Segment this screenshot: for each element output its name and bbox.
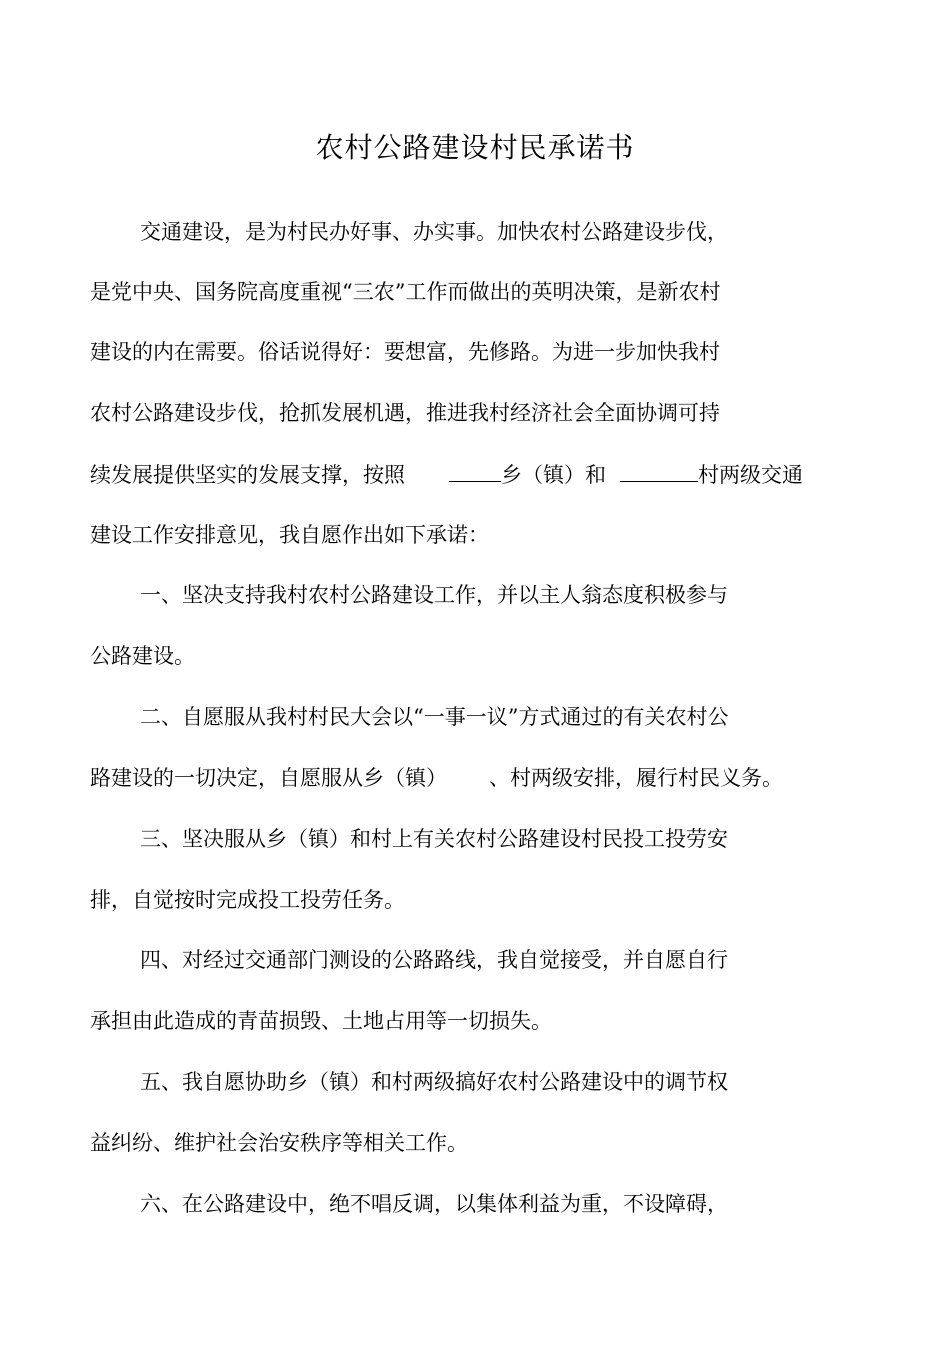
- paragraph-line: 四、对经过交通部门测设的公路路线，我自觉接受，并自愿自行: [140, 948, 728, 972]
- paragraph-line: 是党中央、国务院高度重视“三农”工作而做出的英明决策，是新农村: [90, 280, 721, 304]
- paragraph-line: 公路建设。: [90, 644, 195, 668]
- paragraph-line: 三、坚决服从乡（镇）和村上有关农村公路建设村民投工投劳安: [140, 827, 728, 851]
- paragraph-line: 一、坚决支持我村农村公路建设工作，并以主人翁态度积极参与: [140, 583, 728, 607]
- village-blank: [620, 459, 698, 482]
- paragraph-line: 益纠纷、维护社会治安秩序等相关工作。: [90, 1131, 468, 1155]
- township-blank: [449, 459, 501, 482]
- paragraph-line-with-gap: [90, 763, 783, 793]
- paragraph-line: 建设工作安排意见，我自愿作出如下承诺：: [90, 523, 489, 547]
- paragraph-line-with-blanks: [90, 459, 803, 490]
- paragraph-line: 农村公路建设步伐，抢抓发展机遇，推进我村经济社会全面协调可持: [90, 401, 720, 425]
- text-segment: 村两级交通: [698, 463, 803, 487]
- paragraph-line: 交通建设，是为村民办好事、办实事。加快农村公路建设步伐，: [140, 220, 728, 244]
- paragraph-line: 承担由此造成的青苗损毁、土地占用等一切损失。: [90, 1009, 552, 1033]
- paragraph-line: 五、我自愿协助乡（镇）和村两级搞好农村公路建设中的调节权: [140, 1070, 728, 1094]
- text-segment: 、村两级安排，履行村民义务。: [489, 766, 783, 790]
- paragraph-line: 建设的内在需要。俗话说得好：要想富，先修路。为进一步加快我村: [90, 340, 720, 364]
- paragraph-line: 六、在公路建设中，绝不唱反调，以集体利益为重，不设障碍，: [140, 1192, 728, 1216]
- paragraph-line: 排，自觉按时完成投工投劳任务。: [90, 888, 405, 912]
- text-segment: 乡（镇）和: [501, 463, 606, 487]
- text-segment: 续发展提供坚实的发展支撑，按照: [90, 463, 405, 487]
- document-title: 农村公路建设村民承诺书: [315, 131, 635, 164]
- text-segment: 路建设的一切决定，自愿服从乡（镇）: [90, 766, 447, 790]
- paragraph-line: 二、自愿服从我村村民大会以“一事一议”方式通过的有关农村公: [140, 705, 729, 729]
